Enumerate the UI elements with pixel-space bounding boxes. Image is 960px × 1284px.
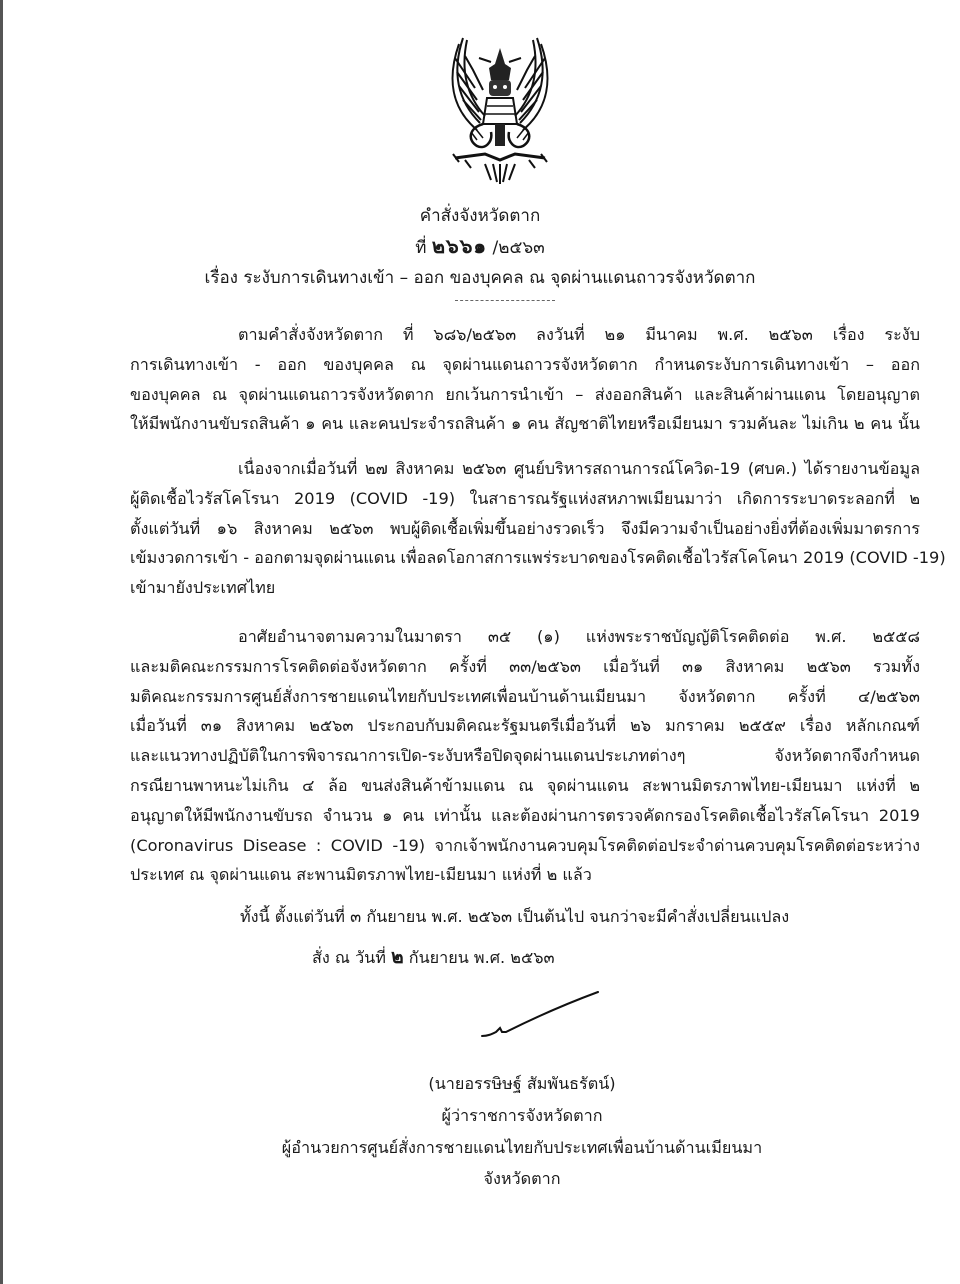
paragraph-line: กรณียานพาหนะไม่เกิน ๔ ล้อ ขนส่งสินค้าข้ามแดน ณ จุดผ่านแดน สะพานมิตรภาพไทย-เมียนมา แห่งที่ ๒ (130, 775, 920, 795)
paragraph-line: เข้มงวดการเข้า - ออกตามจุดผ่านแดน เพื่อลดโอกาสการแพร่ระบาดของโรคติดเชื้อไวรัสโคโคนา 2019 (COVID -19) (130, 548, 946, 568)
order-number-suffix: /๒๕๖๓ (492, 238, 545, 258)
paragraph-line: (Coronavirus Disease : COVID -19) จากเจ้าพนักงานควบคุมโรคติดต่อประจำด่านควบคุมโรคติดต่อระหว่าง (130, 835, 920, 855)
effective-date: ทั้งนี้ ตั้งแต่วันที่ ๓ กันยายน พ.ศ. ๒๕๖๓ เป็นต้นไป จนกว่าจะมีคำสั่งเปลี่ยนแปลง (240, 907, 790, 926)
paragraph-line: เข้ามายังประเทศไทย (130, 578, 276, 598)
paragraph-line: การเดินทางเข้า - ออก ของบุคคล ณ จุดผ่านแดนถาวรจังหวัดตาก กำหนดระงับการเดินทางเข้า – ออก (130, 354, 920, 374)
paragraph-line: อนุญาตให้มีพนักงานขับรถ จำนวน ๑ คน เท่านั้น และต้องผ่านการตรวจคัดกรองโรคติดเชื้อไวรัสโคโรนา 2019 (130, 805, 920, 825)
page-edge (0, 0, 3, 1284)
divider (455, 300, 555, 301)
ordered-date-suffix: กันยายน พ.ศ. ๒๕๖๓ (408, 948, 555, 967)
paragraph-line: ประเทศ ณ จุดผ่านแดน สะพานมิตรภาพไทย-เมียนมา แห่งที่ ๒ แล้ว (130, 865, 592, 885)
paragraph-1 (130, 320, 920, 439)
signatory-position: ผู้ว่าราชการจังหวัดตาก (441, 1106, 603, 1125)
signatory-name: (นายอรรษิษฐ์ สัมพันธรัตน์) (428, 1074, 616, 1093)
paragraph-line: เนื่องจากเมื่อวันที่ ๒๗ สิงหาคม ๒๕๖๓ ศูนย์บริหารสถานการณ์โควิด-19 (ศบค.) ได้รายงานข้อมูล (238, 459, 920, 478)
document-title: คำสั่งจังหวัดตาก (419, 206, 541, 226)
paragraph-line: ตั้งแต่วันที่ ๑๖ สิงหาคม ๒๕๖๓ พบผู้ติดเชื้อเพิ่มขึ้นอย่างรวดเร็ว จึงมีความจำเป็นอย่างยิ่งที่ต้องเพิ่มมาตรการ (130, 518, 920, 538)
paragraph-line: และมติคณะกรรมการโรคติดต่อจังหวัดตาก ครั้งที่ ๓๓/๒๕๖๓ เมื่อวันที่ ๓๑ สิงหาคม ๒๕๖๓ รวมทั้ง (130, 656, 920, 676)
paragraph-line: อาศัยอำนาจตามความในมาตรา ๓๕ (๑) แห่งพระราชบัญญัติโรคติดต่อ พ.ศ. ๒๕๕๘ (238, 627, 920, 646)
paragraph-line: ให้มีพนักงานขับรถสินค้า ๑ คน และคนประจำรถสินค้า ๑ คน สัญชาติไทยหรือเมียนมา รวมคันละ ไม่เกิน ๒ คน นั้น (130, 414, 920, 434)
paragraph-line: ผู้ติดเชื้อไวรัสโคโรนา 2019 (COVID -19) ในสาธารณรัฐแห่งสหภาพเมียนมาว่า เกิดการระบาดระลอกที่ ๒ (130, 488, 920, 508)
signatory-position: จังหวัดตาก (483, 1169, 561, 1188)
signatory-position: ผู้อำนวยการศูนย์สั่งการชายแดนไทยกับประเทศเพื่อนบ้านด้านเมียนมา (281, 1138, 763, 1157)
paragraph-line: ตามคำสั่งจังหวัดตาก ที่ ๖๘๖/๒๕๖๓ ลงวันที่ ๒๑ มีนาคม พ.ศ. ๒๕๖๓ เรื่อง ระงับ (238, 325, 920, 344)
paragraph-line: และแนวทางปฏิบัติในการพิจารณาการเปิด-ระงับหรือปิดจุดผ่านแดนประเภทต่างๆ จังหวัดตากจึงกำหนด (130, 746, 920, 766)
order-number-prefix: ที่ (415, 238, 427, 258)
garuda-emblem-icon (425, 28, 575, 188)
paragraph-3 (130, 622, 920, 890)
ordered-date (312, 942, 555, 972)
order-number (0, 230, 960, 262)
order-number-handwritten: ๒๖๖๑ (431, 234, 488, 258)
ordered-date-prefix: สั่ง ณ วันที่ (312, 948, 386, 967)
paragraph-2 (130, 454, 946, 603)
paragraph-line: ของบุคคล ณ จุดผ่านแดนถาวรจังหวัดตาก ยกเว้นการนำเข้า – ส่งออกสินค้า และสินค้าผ่านแดน โดยอนุญาต (130, 384, 920, 404)
document-subject: เรื่อง ระงับการเดินทางเข้า – ออก ของบุคคล ณ จุดผ่านแดนถาวรจังหวัดตาก (204, 268, 756, 288)
paragraph-line: มติคณะกรรมการศูนย์สั่งการชายแดนไทยกับประเทศเพื่อนบ้านด้านเมียนมา จังหวัดตาก ครั้งที่ ๔/๒๕๖๓ (130, 686, 920, 706)
paragraph-line: เมื่อวันที่ ๓๑ สิงหาคม ๒๕๖๓ ประกอบกับมติคณะรัฐมนตรีเมื่อวันที่ ๒๖ มกราคม ๒๕๕๙ เรื่อง หลักเกณฑ์ (130, 716, 920, 736)
ordered-day-handwritten: ๒ (391, 946, 404, 968)
signature (480, 990, 600, 1050)
